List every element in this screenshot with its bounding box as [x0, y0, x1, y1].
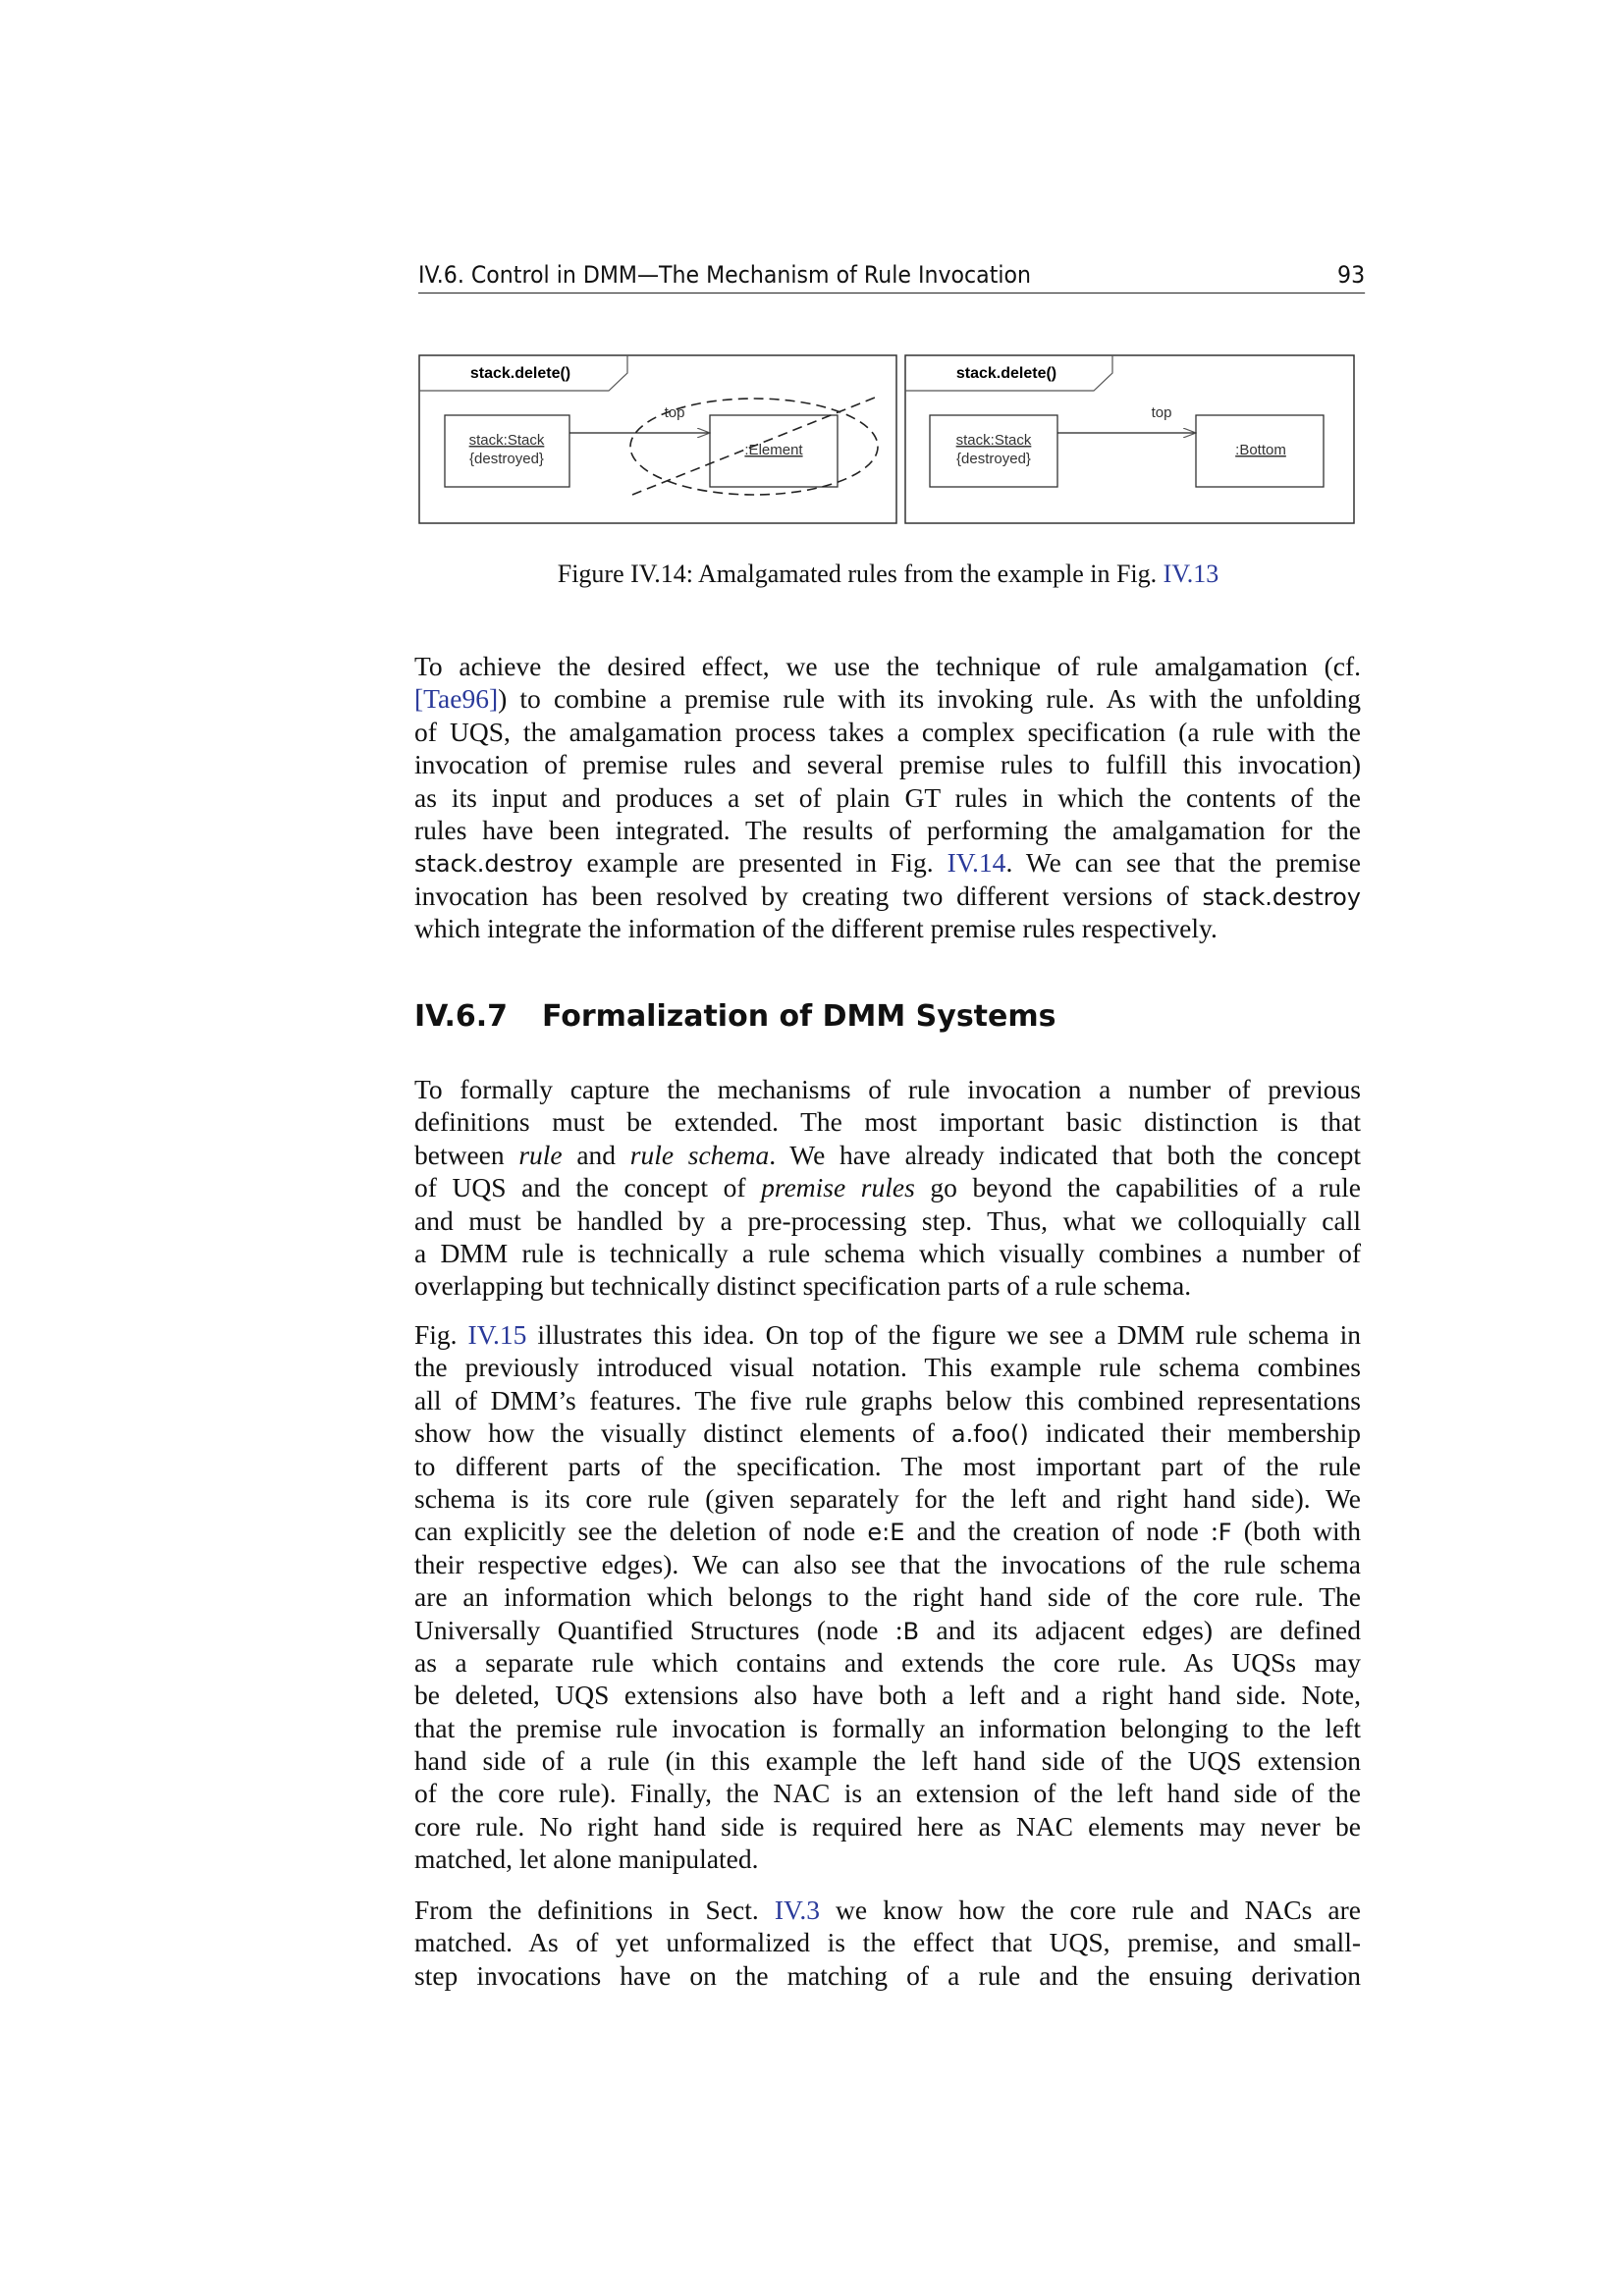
text-line	[414, 650, 1361, 682]
text-line	[414, 1450, 1361, 1482]
text-run: a DMM rule is technically a rule schema which visually combines a number of	[414, 1237, 1361, 1268]
text-run: of UQS and the concept of	[414, 1172, 762, 1203]
text-run: invocation has been resolved by creating two different versions of	[414, 880, 1203, 911]
text-run: illustrates this idea. On top of the figure we see a DMM rule schema in	[526, 1319, 1361, 1350]
text-run: that the premise rule invocation is formally an information belonging to the left	[414, 1712, 1361, 1743]
text-run: show how the visually distinct elements of	[414, 1417, 951, 1449]
code-term: B	[902, 1617, 920, 1645]
text-line	[414, 1073, 1361, 1105]
text-run: step invocations have on the matching of a rule and the ensuing derivation	[414, 1959, 1361, 1991]
paragraph	[414, 650, 1361, 945]
text-run: the previously introduced visual notation. This example rule schema combines	[414, 1352, 1361, 1383]
text-run: invocation of premise rules and several premise rules to fulfill this invocation)	[414, 749, 1361, 780]
text-line	[414, 1810, 1361, 1842]
text-line	[414, 1237, 1361, 1269]
text-run: schema is its core rule (given separately for the left and right hand side). We	[414, 1482, 1361, 1514]
text-run: which integrate the information of the different premise rules respectively.	[414, 913, 1218, 944]
paragraph	[414, 1894, 1361, 1992]
text-run: are an information which belongs to the right hand side of the core rule. The	[414, 1581, 1361, 1613]
cross-reference-link[interactable]: IV.3	[774, 1895, 820, 1925]
text-line	[414, 1712, 1361, 1744]
text-run: and must be handled by a pre-processing step. Thus, what we colloquially call	[414, 1204, 1361, 1236]
paragraph	[414, 1318, 1361, 1876]
text-line	[414, 682, 1361, 715]
text-line	[414, 814, 1361, 846]
text-line	[414, 912, 1361, 944]
text-line	[414, 1580, 1361, 1613]
text-run: as its input and produces a set of plain GT rules in which the contents of the	[414, 781, 1361, 813]
code-term: a.foo()	[950, 1420, 1029, 1449]
text-run: indicated their membership	[1028, 1417, 1361, 1449]
text-line	[414, 1269, 1361, 1302]
text-line	[414, 1515, 1361, 1547]
text-line	[414, 781, 1361, 814]
text-run: rules have been integrated. The results of performing the amalgamation for the	[414, 814, 1361, 845]
text-run: Fig.	[414, 1319, 468, 1350]
text-run: their respective edges). We can also see that the invocations of the rule schema	[414, 1548, 1361, 1579]
figure-ref-link[interactable]: IV.13	[1163, 560, 1219, 588]
figure-caption	[414, 560, 1362, 589]
text-run: hand side of a rule (in this example the left hand side of the UQS extension	[414, 1745, 1361, 1777]
text-line	[414, 846, 1361, 879]
paragraph	[414, 1073, 1361, 1303]
edge-label: top	[1151, 404, 1172, 421]
emphasis: rule	[518, 1139, 563, 1170]
text-line	[414, 716, 1361, 748]
code-term: stack.destroy	[414, 850, 573, 879]
text-run: example are presented in Fig.	[572, 847, 947, 879]
edge-label: top	[664, 404, 685, 421]
text-line	[414, 1416, 1361, 1449]
text-line	[414, 1926, 1361, 1958]
text-line	[414, 1351, 1361, 1383]
text-line	[414, 1171, 1361, 1203]
text-run: to different parts of the specification. The most important part of the rule	[414, 1450, 1361, 1481]
text-run: go beyond the capabilities of a rule	[914, 1172, 1362, 1203]
text-line	[414, 1139, 1361, 1171]
text-run: ) to combine a premise rule with its invoking rule. As with the unfolding	[498, 683, 1361, 715]
text-run: (both with	[1231, 1516, 1361, 1547]
text-run: as a separate rule which contains and extends the core rule. As UQSs may	[414, 1646, 1361, 1678]
text-line	[414, 1548, 1361, 1580]
text-run: To achieve the desired effect, we use the technique of rule amalgamation (cf.	[414, 651, 1361, 681]
right-rule-diagram	[905, 355, 1354, 523]
text-run: matched. As of yet unformalized is the effect that UQS, premise, and small-	[414, 1927, 1361, 1958]
page-number: 93	[1337, 261, 1366, 289]
frame-label: stack.delete()	[955, 365, 1057, 382]
code-term: e:E	[867, 1519, 905, 1547]
text-run: all of DMM’s features. The five rule graphs below this combined representations	[414, 1384, 1361, 1415]
text-line	[414, 880, 1361, 912]
section-heading	[414, 999, 1056, 1034]
text-run: can explicitly see the deletion of node	[414, 1516, 868, 1547]
text-run: we know how the core rule and NACs are	[819, 1895, 1361, 1925]
cross-reference-link[interactable]: [Tae96]	[414, 683, 499, 715]
text-line	[414, 1842, 1361, 1875]
section-number: IV.6.7	[414, 999, 509, 1034]
cross-reference-link[interactable]: IV.15	[467, 1319, 527, 1350]
text-line	[414, 1105, 1361, 1138]
caption-text: Figure IV.14: Amalgamated rules from the example in Fig.	[557, 560, 1164, 588]
text-line	[414, 1679, 1361, 1711]
text-run: core rule. No right hand side is required here as NAC elements may never be	[414, 1810, 1361, 1842]
text-line	[414, 1646, 1361, 1679]
text-line	[414, 1959, 1361, 1992]
text-run: definitions must be extended. The most important basic distinction is that	[414, 1106, 1361, 1138]
node-stack-constraint: {destroyed}	[956, 451, 1031, 467]
running-header-title: IV.6. Control in DMM—The Mechanism of Rule Invocation	[418, 261, 1032, 289]
node-bottom-name: :Bottom	[1235, 442, 1286, 458]
emphasis: rule schema	[629, 1139, 770, 1170]
text-line	[414, 748, 1361, 780]
cross-reference-link[interactable]: IV.14	[947, 847, 1006, 879]
text-run: matched, let alone manipulated.	[414, 1843, 759, 1875]
text-run: be deleted, UQS extensions also have both a left and a right hand side. Note,	[414, 1680, 1361, 1711]
text-line	[414, 1384, 1361, 1416]
text-run: overlapping but technically distinct specification parts of a rule schema.	[414, 1270, 1192, 1302]
node-stack-name: stack:Stack	[468, 432, 545, 449]
text-run: To formally capture the mechanisms of rule invocation a number of previous	[414, 1074, 1361, 1104]
text-line	[414, 1482, 1361, 1515]
node-stack-name: stack:Stack	[955, 432, 1032, 449]
figure-iv-14	[0, 0, 1624, 550]
code-term: stack.destroy	[1202, 882, 1361, 911]
text-line	[414, 1614, 1361, 1646]
text-line	[414, 1777, 1361, 1809]
section-title: Formalization of DMM Systems	[542, 999, 1056, 1034]
emphasis: premise rules	[761, 1172, 915, 1203]
text-run: . We have already indicated that both the concept	[769, 1139, 1362, 1170]
text-run: Universally Quantified Structures (node :	[414, 1614, 903, 1645]
text-run: . We can see that the premise	[1005, 847, 1361, 879]
node-element-name: :Element	[744, 442, 803, 458]
text-run: of the core rule). Finally, the NAC is an extension of the left hand side of the	[414, 1778, 1361, 1809]
left-rule-diagram	[419, 355, 896, 523]
text-line	[414, 1744, 1361, 1777]
text-run: and its adjacent edges) are defined	[919, 1614, 1361, 1645]
text-run: of UQS, the amalgamation process takes a complex specification (a rule with the	[414, 716, 1361, 747]
text-run: between	[414, 1139, 519, 1170]
text-run: and the creation of node :	[904, 1516, 1218, 1547]
node-stack-constraint: {destroyed}	[469, 451, 544, 467]
text-line	[414, 1204, 1361, 1237]
text-run: and	[562, 1139, 630, 1170]
code-term: F	[1218, 1519, 1232, 1547]
text-line	[414, 1894, 1361, 1926]
text-run: From the definitions in Sect.	[414, 1895, 775, 1925]
frame-label: stack.delete()	[469, 365, 571, 382]
text-line	[414, 1318, 1361, 1351]
